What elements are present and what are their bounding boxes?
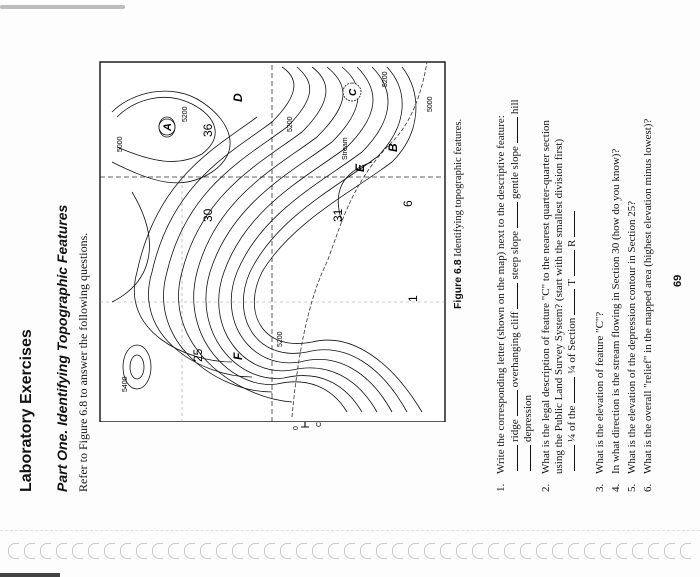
answer-blank[interactable] [508,445,518,471]
binding-ring [168,543,179,559]
intro-text: Refer to Figure 6.8 to answer the following questions. [76,232,90,492]
binding-ring [184,543,195,559]
section-30: 30 [201,208,215,222]
binding-ring [56,543,67,559]
question-2: 2.What is the legal description of feature "C" to the nearest quarter-quarter section using the Public Land Survey System? (start with the smallest division first) ¼ of the¼ of SectionTR [540,120,578,492]
scale-start: 0 [293,426,300,430]
section-36: 36 [201,123,215,137]
binding-ring [24,543,35,559]
feature-d-label: D [231,93,245,102]
feature-e-label: E [353,163,367,172]
question-3: 3.What is the elevation of feature "C"? [594,311,606,492]
binding-ring [632,543,643,559]
binding-ring [488,543,499,559]
binding-ring [232,543,243,559]
answer-blank[interactable] [521,445,531,471]
binding-ring [456,543,467,559]
binding-ring [280,543,291,559]
binding-ring [520,543,531,559]
binding-ring [152,543,163,559]
figure-caption-text: Identifying topographic features. [453,118,464,257]
question-1: 1.Write the corresponding letter (shown on the map) next to the descriptive feature: ridgeoverhanging cliffsteep slopegentle slopehill depression [495,99,534,492]
elevation-label: 5000 [117,136,124,152]
feature-a-label: A [162,123,174,131]
elevation-label: 5400 [122,376,129,392]
binding-ring [216,543,227,559]
answer-blank[interactable] [565,250,575,276]
binding-ring [8,543,19,559]
binding-ring [552,543,563,559]
map-frame [100,62,445,422]
binding-ring [200,543,211,559]
question-6: 6.What is the overall "relief" in the mapped area (highest elevation minus lowest)? [642,118,654,492]
section-31: 31 [331,208,345,222]
elevation-label: 5200 [277,331,284,347]
binding-ring [312,543,323,559]
binding-ring [424,543,435,559]
answer-blank[interactable] [508,202,518,228]
binding-ring [664,543,675,559]
binding-ring [600,543,611,559]
figure-caption [452,119,464,309]
binding-ring [72,543,83,559]
binding-ring [504,543,515,559]
feature-b-label: B [386,143,400,152]
answer-blank[interactable] [565,211,575,237]
binding-ring [680,543,691,559]
feature-f-label: F [231,352,245,360]
spiral-binding [0,525,700,577]
binding-ring [328,543,339,559]
binding-ring [536,543,547,559]
binding-ring [440,543,451,559]
answer-blank[interactable] [565,445,575,471]
elevation-label: 5000 [427,96,434,112]
binding-ring [136,543,147,559]
feature-c-label: C [348,88,359,96]
stream-label: Stream [342,137,349,160]
topographic-map [92,42,452,422]
binding-ring [120,543,131,559]
section-6: 6 [401,200,415,207]
section-1: 1 [406,295,420,302]
question-4: 4.In what direction is the stream flowing in Section 30 (how do you know)? [610,148,622,492]
answer-blank[interactable] [508,117,518,143]
elevation-label: 5200 [287,116,294,132]
binding-ring [472,543,483,559]
answer-blank[interactable] [508,390,518,416]
binding-ring [360,543,371,559]
figure-caption-label: Figure 6.8 [452,259,464,309]
binding-ring [88,543,99,559]
section-25: 25 [191,348,205,362]
binding-ring [568,543,579,559]
binding-ring [296,543,307,559]
elevation-label: 5200 [182,106,189,122]
binding-ring [408,543,419,559]
binding-ring [248,543,259,559]
question-5: 5.What is the elevation of the depression contour in Section 25? [626,200,638,492]
binding-ring [648,543,659,559]
section-title: Laboratory Exercises [18,329,35,492]
answer-blank[interactable] [565,289,575,315]
binding-ring [40,543,51,559]
binding-ring [264,543,275,559]
binding-ring [392,543,403,559]
binding-ring [376,543,387,559]
binding-ring [616,543,627,559]
elevation-label: 5200 [382,71,389,87]
binding-ring [104,543,115,559]
binding-ring [344,543,355,559]
answer-blank[interactable] [508,283,518,309]
part-title: Part One. Identifying Topographic Features [54,204,70,492]
answer-blank[interactable] [565,377,575,403]
binding-ring [584,543,595,559]
page-number: 69 [672,274,684,287]
